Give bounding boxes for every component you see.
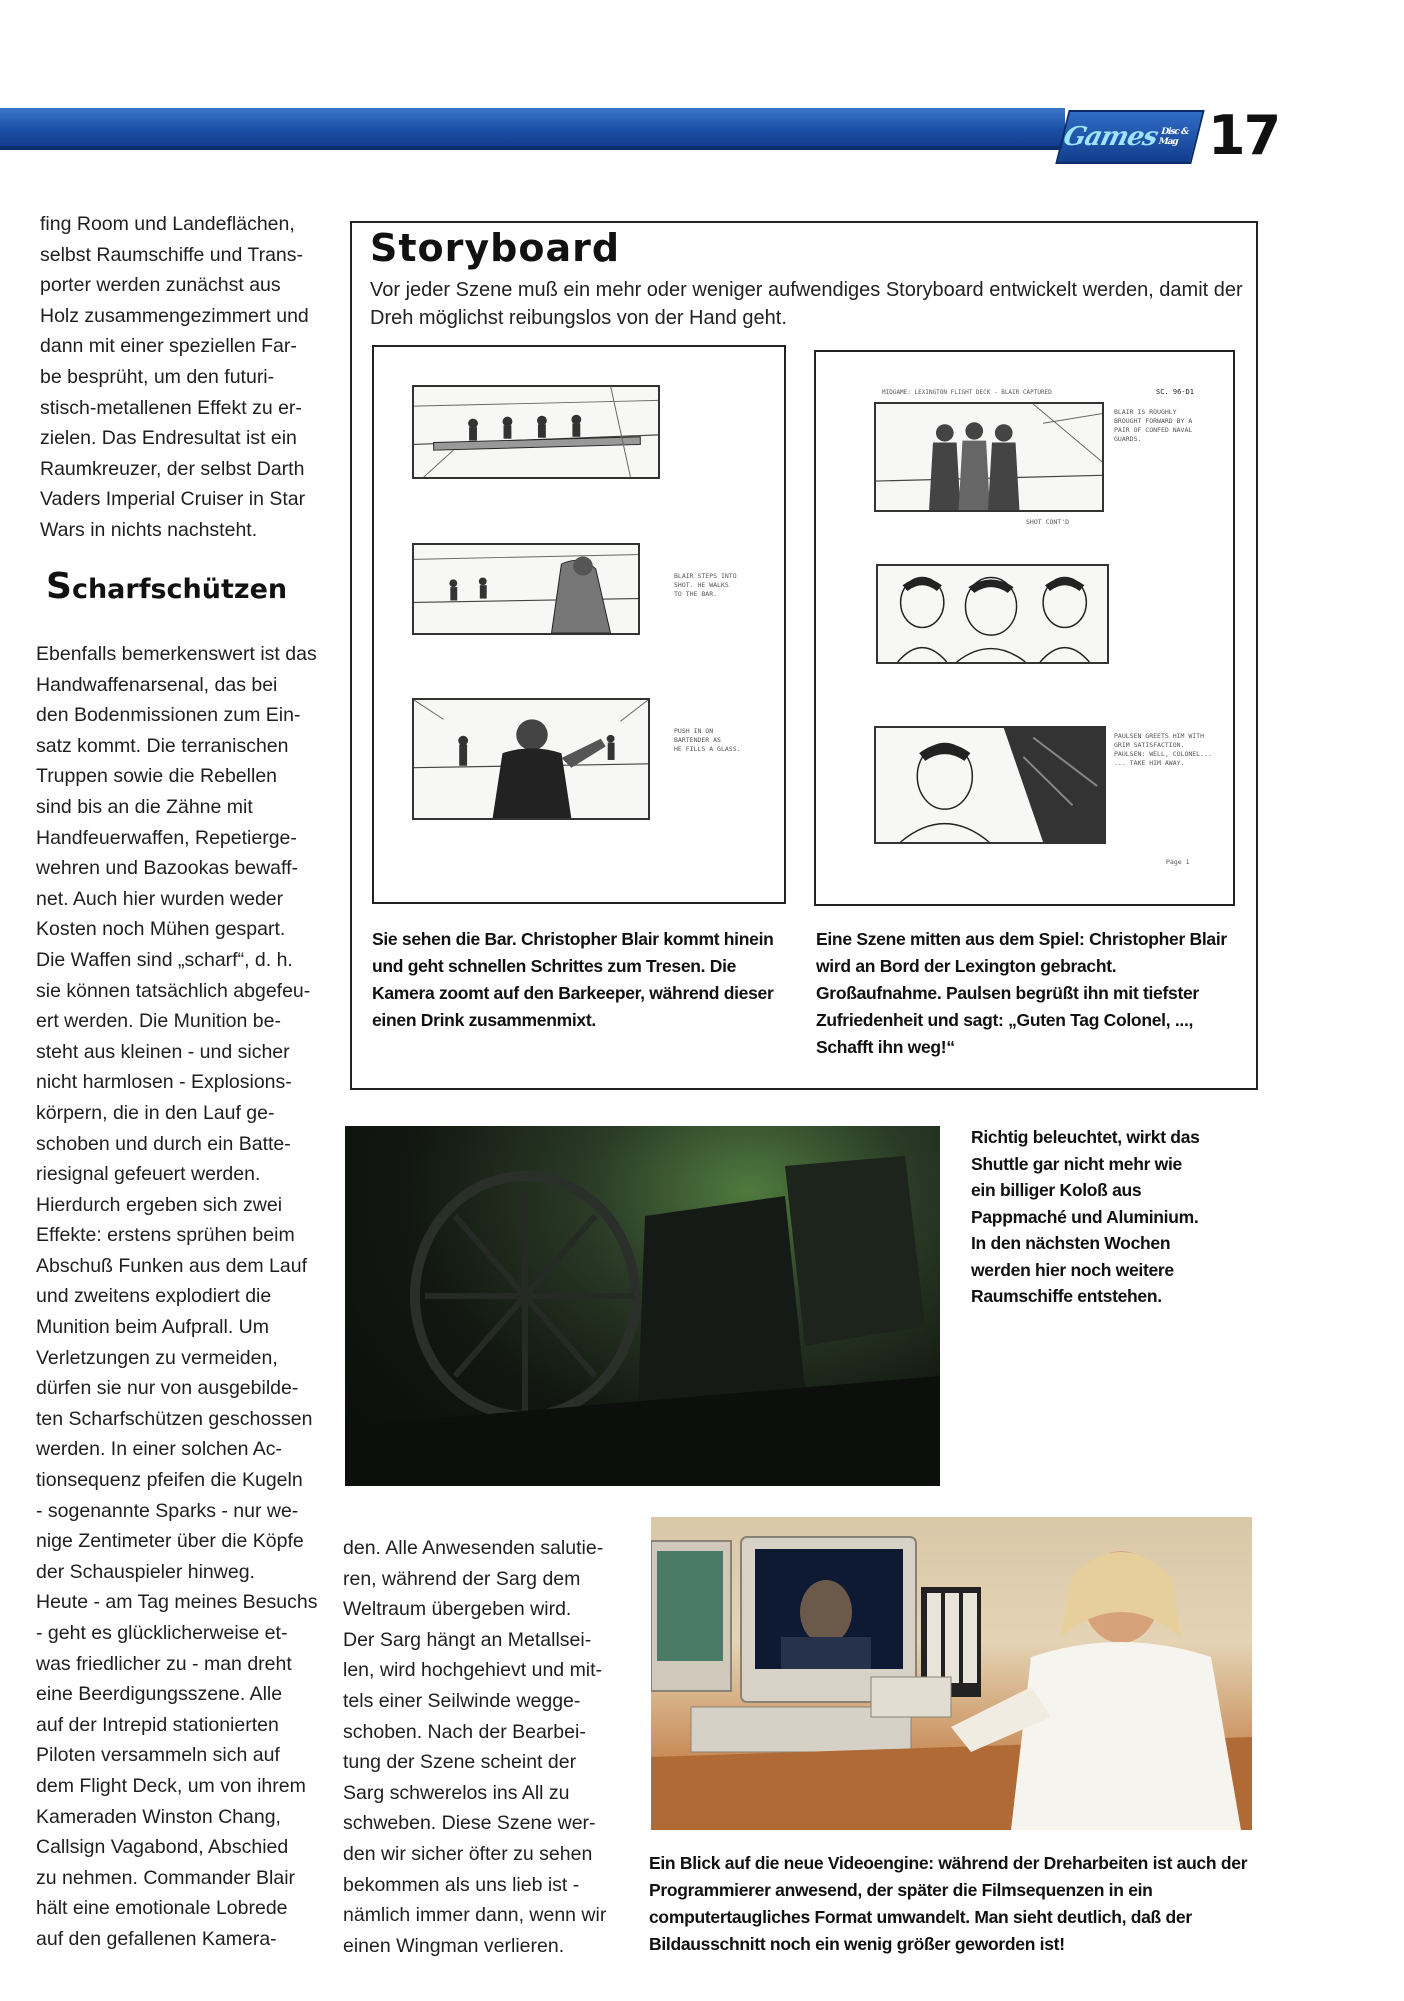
storyboard-page-label: Page 1 [1166, 858, 1190, 866]
storyboard-sheet-lexington [814, 350, 1235, 906]
storyboard-frame-paulsen [874, 726, 1106, 844]
logo-subtext: Disc & Mag [1157, 127, 1190, 147]
storyboard-title: Storyboard [370, 226, 621, 270]
logo-text: Games [1060, 122, 1161, 152]
left-column-body: Ebenfalls bemerkenswert ist das Handwaffenarsenal, das bei den Bodenmissionen zum Ein- satz kommt. Die terranischen Truppen sowie die Rebellen sind bis an die Zähne mit Handfeuerwaffen, Repetierge- wehren und Bazookas bewaff- net. Auch hier wurden weder Kosten noch Mühen gespart. Die Waffen sind „scharf“, d. h. sie können tatsächlich abgefeu- ert werden. Die Munition be- steht aus kleinen - und sicher nicht harmlosen - Explosions- körpern, die in den Lauf ge- schoben und durch ein Batte- riesignal gefeuert werden. Hierdurch ergeben sich zwei Effekte: erstens sprühen beim Abschuß Funken aus dem Lauf und zweitens explodiert die Munition beim Aufprall. Um Verletzungen zu vermeiden, dürfen sie nur von ausgebilde- ten Scharfschützen geschossen werden. In einer solchen Ac- tionsequenz pfeifen die Kugeln - sogenannte Sparks - nur we- nige Zentimeter über die Köpfe der Schauspieler hinweg. Heute - am Tag meines Besuchs - geht es glücklicherweise et- was friedlicher zu - man dreht eine Beerdigungsszene. Alle auf der Intrepid stationierten Piloten versammeln sich auf dem Flight Deck, um von ihrem Kameraden Winston Chang, Callsign Vagabond, Abschied zu nehmen. Commander Blair hält eine emotionale Lobrede auf den gefallenen Kamera- [36, 643, 318, 1950]
storyboard-note-3: BLAIR IS ROUGHLY BROUGHT FORWARD BY A PAIR OF CONFED NAVAL GUARDS. [1114, 408, 1193, 443]
heading-initial: S [46, 566, 72, 607]
shuttle-caption: Richtig beleuchtet, wirkt das Shuttle gar nicht mehr wie ein billiger Koloß aus Pappmaché und Aluminium. In den nächsten Wochen werden hier noch weitere Raumschiffe entstehen. [971, 1127, 1200, 1306]
storyboard-header: MIDGAME: LEXINGTON FLIGHT DECK - BLAIR CAPTURED [882, 389, 1052, 396]
heading-rest: charfschützen [71, 574, 288, 605]
storyboard-scene-number: SC. 96-D1 [1156, 388, 1194, 396]
left-column-intro: fing Room und Landeflächen, selbst Raumschiffe und Trans- porter werden zunächst aus Holz zusammengezimmert und dann mit einer speziellen Far- be besprüht, um den futuri- stisch-metallenen Effekt zu er- zielen. Das Endresultat ist ein Raumkreuzer, der selbst Darth Vaders Imperial Cruiser in Star Wars in nichts nachsteht. [40, 213, 309, 541]
storyboard-note-4: PAULSEN GREETS HIM WITH GRIM SATISFACTION. PAULSEN: WELL, COLONEL... ... TAKE HIM AWAY. [1114, 732, 1212, 767]
video-engine-photo [651, 1517, 1252, 1830]
storyboard-frame-bar-wide [412, 385, 660, 479]
storyboard-shot-label: SHOT CONT'D [1026, 518, 1070, 526]
middle-column-body: den. Alle Anwesenden salutie- ren, während der Sarg dem Weltraum übergeben wird. Der Sarg hängt an Metallsei- len, wird hochgehievt und mit- tels einer Seilwinde wegge- schoben. Nach der Bearbei- tung der Szene scheint der Sarg schwerelos ins All zu schweben. Diese Szene wer- den wir sicher öfter zu sehen bekommen als uns lieb ist - nämlich immer dann, wenn wir einen Wingman verlieren. [343, 1537, 607, 1957]
header-bar [0, 108, 1065, 146]
storyboard-sheet-bar [372, 345, 786, 904]
storyboard-intro: Vor jeder Szene muß ein mehr oder weniger aufwendiges Storyboard entwickelt werden, damit der Dreh möglichst reibungslos von der Hand geht. [370, 279, 1243, 329]
storyboard-note-2: PUSH IN ON BARTENDER AS HE FILLS A GLASS. [674, 727, 741, 753]
storyboard-frame-captured [874, 402, 1104, 512]
storyboard-frame-bar-entry [412, 543, 640, 635]
storyboard-frame-closeup [876, 564, 1109, 664]
magazine-logo [1055, 110, 1204, 164]
storyboard-caption-left: Sie sehen die Bar. Christopher Blair kommt hinein und geht schnellen Schrittes zum Tresen. Die Kamera zoomt auf den Barkeeper, während dieser einen Drink zusammenmixt. [372, 929, 774, 1030]
storyboard-caption-right: Eine Szene mitten aus dem Spiel: Christopher Blair wird an Bord der Lexington gebracht. Großaufnahme. Paulsen begrüßt ihn mit tiefster Zufriedenheit und sagt: „Guten Tag Colonel, ..., Schafft ihn weg!“ [816, 929, 1227, 1057]
header-stripe [0, 146, 1065, 150]
page-number: 17 [1208, 104, 1280, 167]
video-engine-caption: Ein Blick auf die neue Videoengine: während der Dreharbeiten ist auch der Programmierer anwesend, der später die Filmsequenzen in ein computertaugliches Format umwandelt. Man sieht deutlich, daß der Bildausschnitt noch ein wenig größer geworden ist! [649, 1853, 1248, 1954]
storyboard-frame-bartender [412, 698, 650, 820]
section-heading-scharfschuetzen [46, 566, 287, 607]
shuttle-photo [345, 1126, 940, 1486]
storyboard-note-1: BLAIR STEPS INTO SHOT. HE WALKS TO THE BAR. [674, 572, 737, 598]
